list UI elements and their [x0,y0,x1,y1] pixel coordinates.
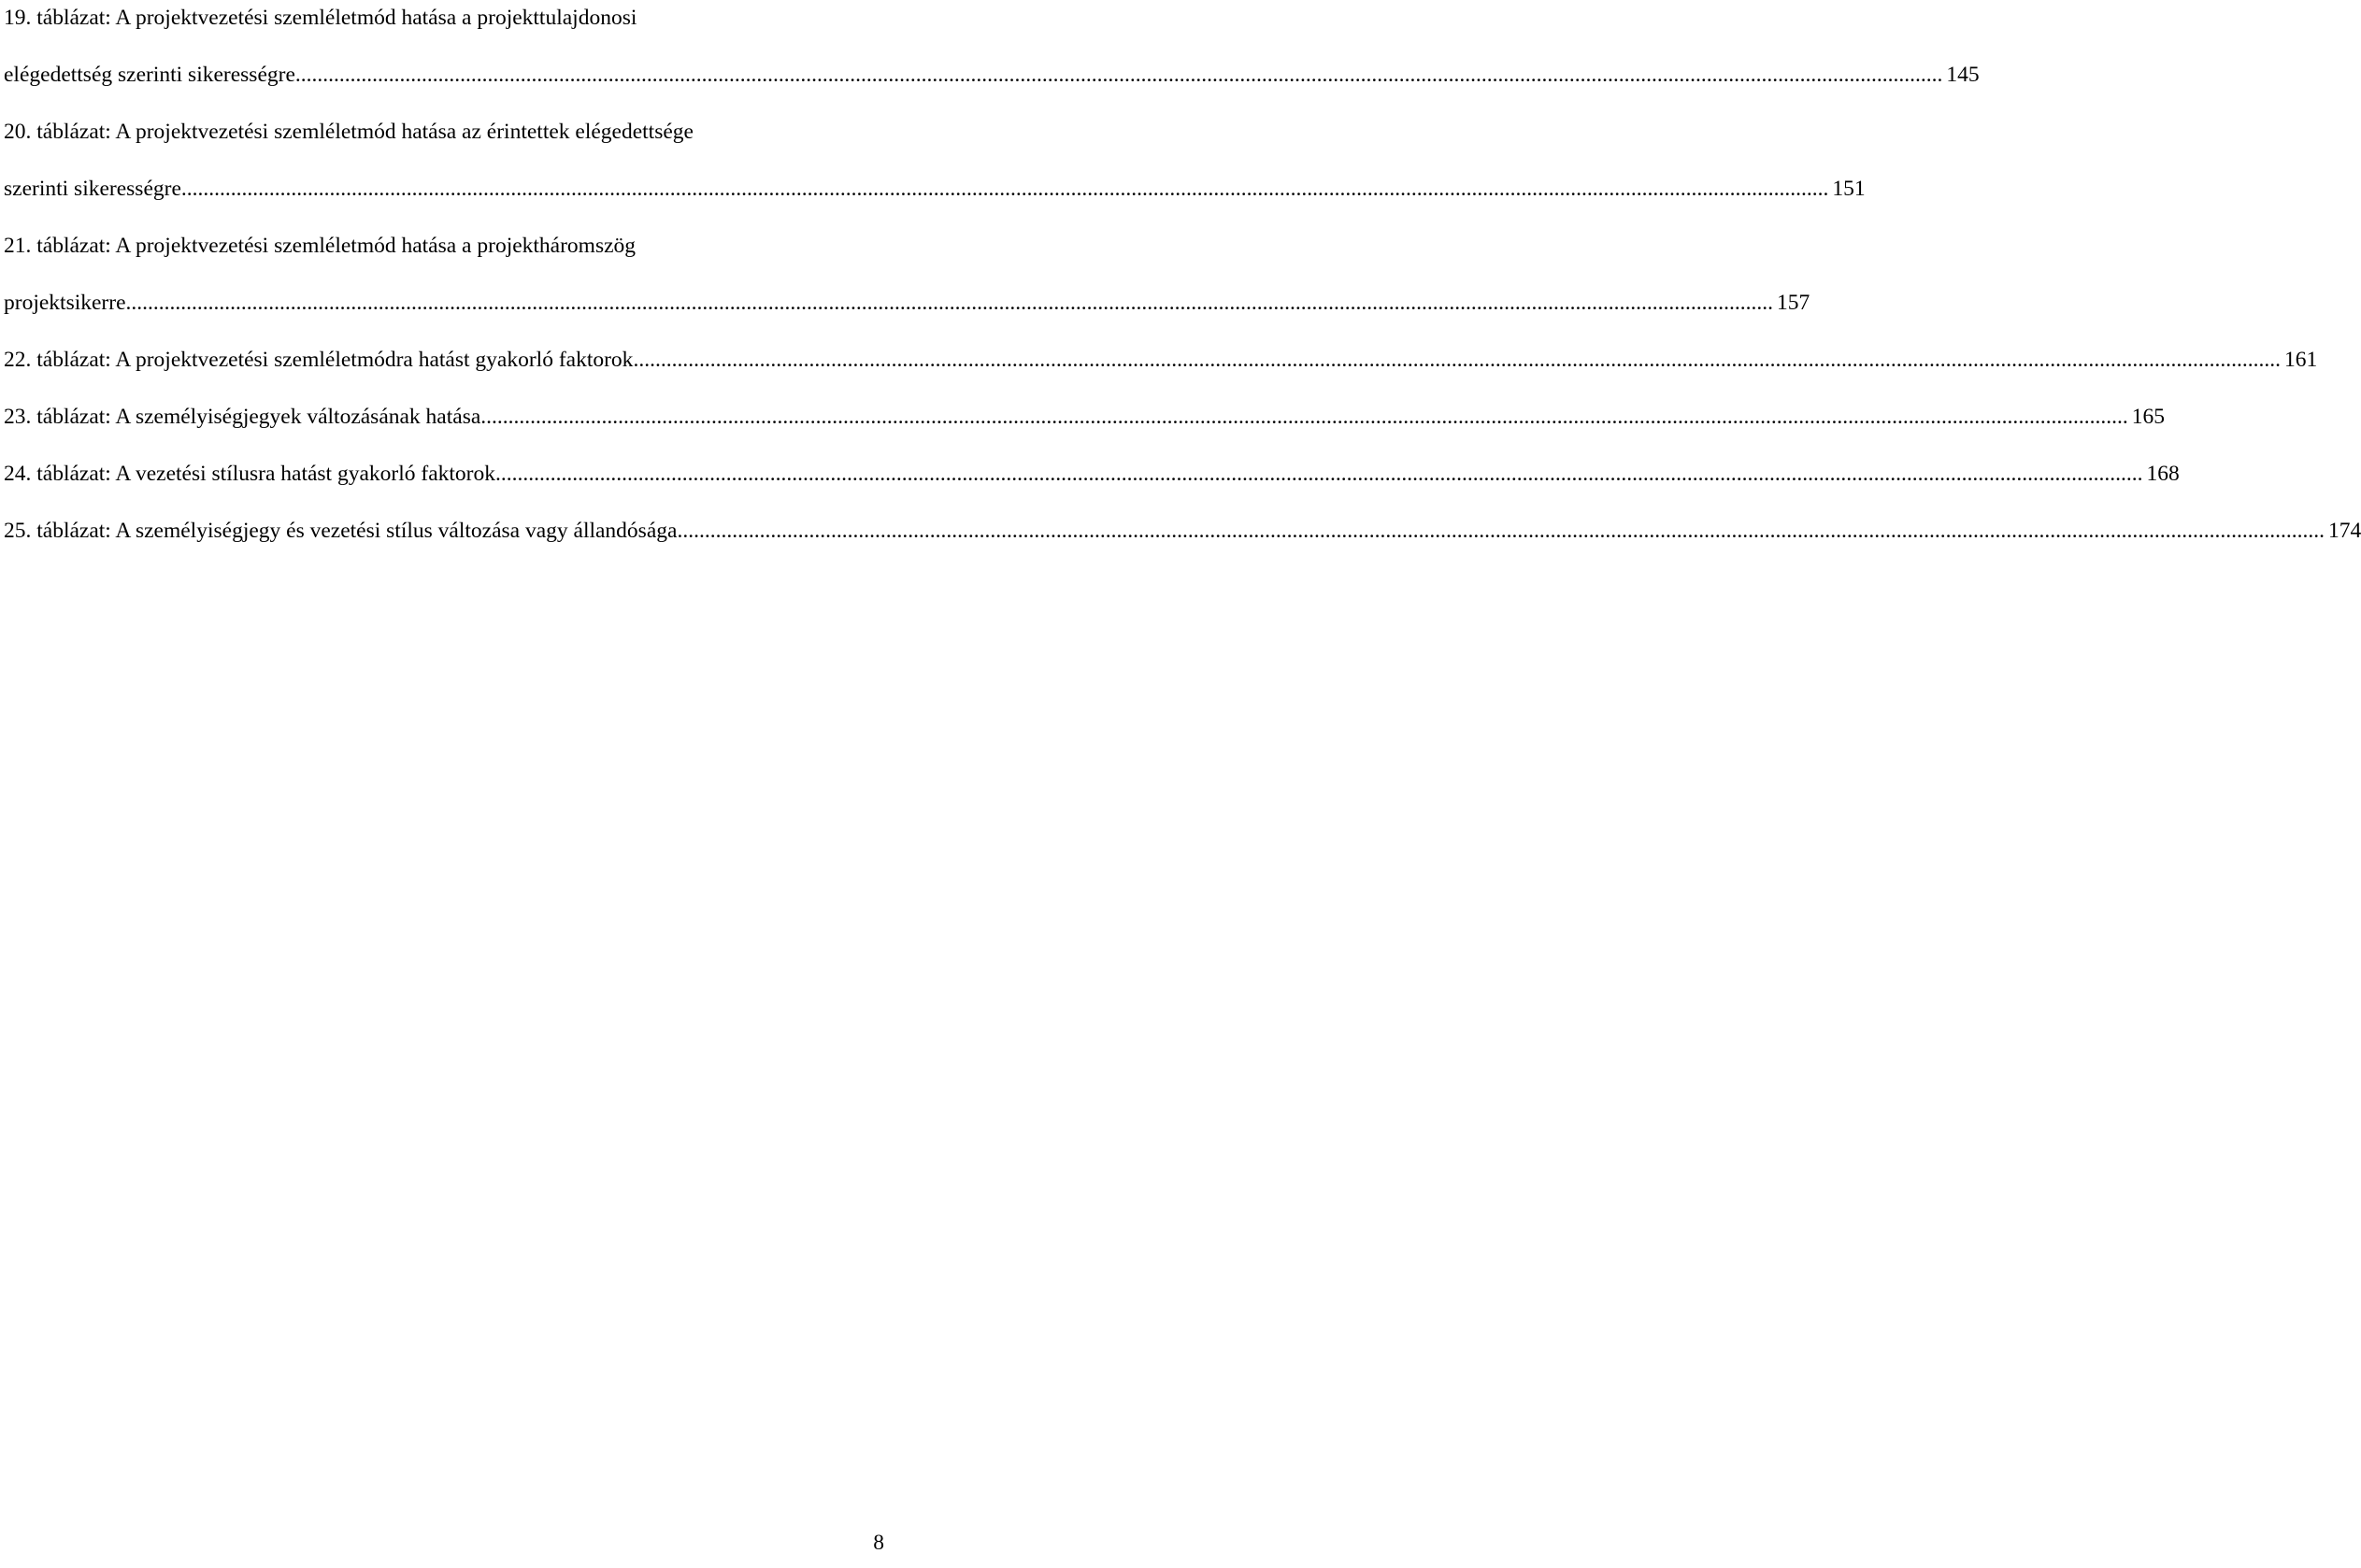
page-number: 8 [873,1531,884,1555]
toc-entry-title: 24. táblázat: A vezetési stílusra hatást gyakorló faktorok [4,462,495,486]
toc-entry-title-end: projektsikerre [4,291,126,315]
toc-entry-title-line: 19. táblázat: A projektvezetési szemléletmód hatása a projekttulajdonosi [4,6,637,30]
toc-entry-22[interactable] [4,342,2318,399]
toc-page-number: 157 [1777,291,1810,315]
toc-entry-title: 22. táblázat: A projektvezetési szemléletmódra hatást gyakorló faktorok [4,348,634,372]
toc-page-number: 174 [2327,519,2361,543]
toc-entry-last-line [4,342,2318,399]
toc-entry-title-line: 21. táblázat: A projektvezetési szemléletmód hatása a projektháromszög [4,234,637,258]
table-of-tables [4,0,2361,570]
toc-page-number: 165 [2131,405,2166,429]
toc-entry-19[interactable] [4,0,1980,114]
toc-entry-title-end: elégedettség szerinti sikerességre [4,63,295,87]
toc-entry-title: 23. táblázat: A személyiségjegyek változásának hatása [4,405,481,429]
dot-leader: ............................................................................................................................................................................................................................................................................................................ [480,405,2128,429]
toc-page-number: 161 [2283,348,2318,372]
toc-entry-last-line [4,399,2166,456]
toc-page-number: 168 [2146,462,2180,486]
toc-entry-21[interactable] [4,228,1810,342]
toc-entry-last-line [4,57,1980,114]
toc-entry-last-line [4,285,1810,342]
dot-leader: ............................................................................................................................................................................................................................................................................................................ [633,348,2281,372]
toc-entry-last-line [4,513,2361,570]
dot-leader: ............................................................................................................................................................................................................................................................................................................ [180,177,1829,201]
toc-entry-20[interactable] [4,114,1866,228]
dot-leader: ............................................................................................................................................................................................................................................................................................................ [125,291,1774,315]
toc-entry-23[interactable] [4,399,2166,456]
toc-entry-title-end: szerinti sikerességre [4,177,181,201]
toc-entry-last-line [4,456,2180,513]
toc-entry-title-line: 20. táblázat: A projektvezetési szemléletmód hatása az érintettek elégedettsége [4,120,694,144]
dot-leader: ............................................................................................................................................................................................................................................................................................................ [495,462,2143,486]
dot-leader: ............................................................................................................................................................................................................................................................................................................ [294,63,1943,87]
toc-page-number: 145 [1946,63,1980,87]
toc-page-number: 151 [1832,177,1866,201]
toc-entry-25[interactable] [4,513,2361,570]
dot-leader: ............................................................................................................................................................................................................................................................................................................ [677,519,2325,543]
toc-entry-title: 25. táblázat: A személyiségjegy és vezetési stílus változása vagy állandósága [4,519,678,543]
toc-entry-last-line [4,171,1866,228]
toc-entry-24[interactable] [4,456,2180,513]
